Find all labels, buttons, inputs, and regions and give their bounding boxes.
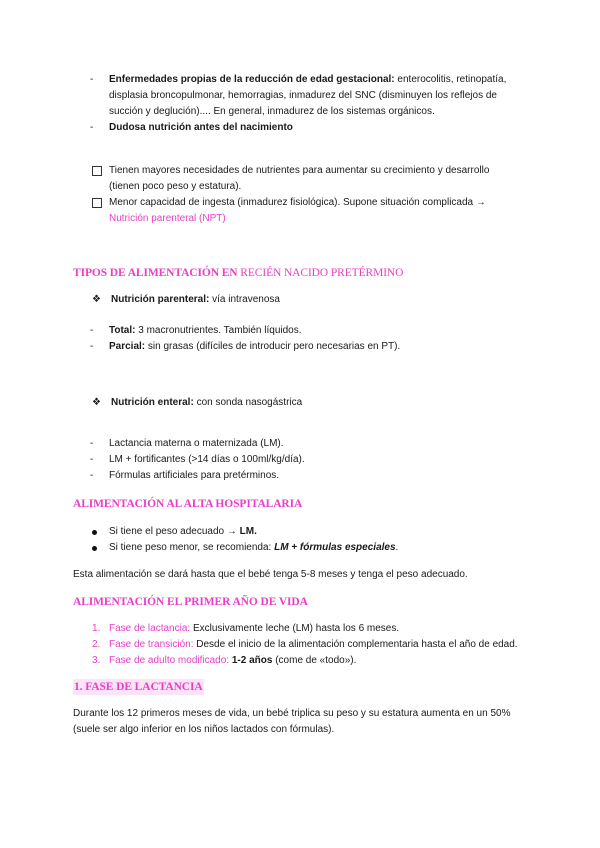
primer-item-1 bbox=[109, 621, 399, 637]
intro-item-2: Dudosa nutrición antes del nacimiento bbox=[109, 122, 293, 133]
primer-item-3-bold: 1-2 años bbox=[229, 655, 273, 666]
parcial-rest: sin grasas (difíciles de introducir pero necesarias en PT). bbox=[145, 341, 401, 352]
parenteral-total bbox=[109, 323, 302, 339]
parenteral-line bbox=[111, 292, 280, 308]
parcial-bold: Parcial: bbox=[109, 341, 146, 352]
alta-bullet-2-pre: Si tiene peso menor, se recomienda: bbox=[109, 542, 275, 553]
enteral-line bbox=[111, 395, 302, 411]
alta-bullet-2-end: . bbox=[395, 542, 399, 553]
check-item-1-line2: (tienen poco peso y estatura). bbox=[109, 181, 242, 192]
primer-item-2 bbox=[109, 637, 518, 653]
diamond-bullet-icon: ❖ bbox=[92, 397, 101, 408]
enteral-bold: Nutrición enteral: bbox=[111, 397, 194, 408]
lactancia-paragraph-line2: (suele ser algo inferior en los niños lactados con fórmulas). bbox=[73, 724, 335, 735]
diamond-bullet-icon: ❖ bbox=[92, 294, 101, 305]
primer-item-2-rest: Desde el inicio de la alimentación complementaria hasta el año de edad. bbox=[193, 639, 518, 650]
primer-item-3-label: Fase de adulto modificado: bbox=[109, 655, 230, 666]
enteral-item: Lactancia materna o maternizada (LM). bbox=[109, 438, 284, 449]
checkbox-icon[interactable] bbox=[92, 166, 102, 176]
section-title-alta: ALIMENTACIÓN AL ALTA HOSPITALARIA bbox=[73, 498, 303, 510]
check-item-2-line1: Menor capacidad de ingesta (inmadurez fisiológica). Supone situación complicada → bbox=[109, 197, 486, 208]
primer-item-2-label: Fase de transición: bbox=[109, 639, 194, 650]
list-dash: - bbox=[90, 74, 94, 85]
bullet-dot-icon bbox=[92, 546, 97, 551]
bullet-dot-icon bbox=[92, 530, 97, 535]
tipos-title-bold: TIPOS DE ALIMENTACIÓN EN bbox=[73, 267, 238, 279]
alta-bullet-1-pre: Si tiene el peso adecuado → bbox=[109, 526, 240, 537]
list-dash: - bbox=[90, 122, 94, 133]
section-title-tipos bbox=[73, 265, 403, 281]
parenteral-rest: vía intravenosa bbox=[209, 294, 280, 305]
list-dash: - bbox=[90, 438, 94, 449]
list-dash: - bbox=[90, 341, 94, 352]
list-dash: - bbox=[90, 470, 94, 481]
enteral-item: LM + fortificantes (>14 días o 100ml/kg/día). bbox=[109, 454, 305, 465]
parenteral-parcial bbox=[109, 339, 400, 355]
section-title-primer-ano: ALIMENTACIÓN EL PRIMER AÑO DE VIDA bbox=[73, 596, 308, 608]
list-number: 3. bbox=[92, 655, 101, 666]
intro-item-1-line2: displasia broncopulmonar, hemorragias, inmadurez del SNC (disminuyen los reflejos de bbox=[109, 90, 497, 101]
parenteral-bold: Nutrición parenteral: bbox=[111, 294, 210, 305]
primer-item-3 bbox=[109, 653, 356, 669]
check-item-2-line2: Nutrición parenteral (NPT) bbox=[109, 213, 226, 224]
intro-item-1-rest: enterocolitis, retinopatía, bbox=[394, 74, 507, 85]
list-number: 2. bbox=[92, 639, 101, 650]
section-title-fase-lactancia: 1. FASE DE LACTANCIA bbox=[74, 681, 203, 693]
list-dash: - bbox=[90, 325, 94, 336]
alta-bullet-2-bi: LM + fórmulas especiales bbox=[274, 542, 396, 553]
total-rest: 3 macronutrientes. También líquidos. bbox=[135, 325, 302, 336]
alta-bullet-2 bbox=[109, 540, 398, 556]
check-item-1-line1: Tienen mayores necesidades de nutrientes para aumentar su crecimiento y desarrollo bbox=[109, 165, 490, 176]
checkbox-icon[interactable] bbox=[92, 198, 102, 208]
primer-item-1-rest: Exclusivamente leche (LM) hasta los 6 meses. bbox=[190, 623, 400, 634]
primer-item-1-label: Fase de lactancia: bbox=[109, 623, 191, 634]
total-bold: Total: bbox=[109, 325, 136, 336]
tipos-title-rest: RECIÉN NACIDO PRETÉRMINO bbox=[237, 267, 404, 279]
intro-item-1-bold: Enfermedades propias de la reducción de edad gestacional: bbox=[109, 74, 395, 85]
intro-item-1-line3: succión y deglución).... En general, inmadurez de los sistemas orgánicos. bbox=[109, 106, 435, 117]
enteral-rest: con sonda nasogástrica bbox=[193, 397, 303, 408]
alta-bullet-1-bold: LM. bbox=[239, 526, 257, 537]
list-dash: - bbox=[90, 454, 94, 465]
list-number: 1. bbox=[92, 623, 101, 634]
alta-bullet-1 bbox=[109, 524, 257, 540]
lactancia-paragraph-line1: Durante los 12 primeros meses de vida, un bebé triplica su peso y su estatura aumenta en un 50% bbox=[73, 708, 511, 719]
alta-paragraph: Esta alimentación se dará hasta que el bebé tenga 5-8 meses y tenga el peso adecuado. bbox=[73, 569, 468, 580]
primer-item-3-rest: (come de «todo»). bbox=[272, 655, 357, 666]
enteral-item: Fórmulas artificiales para pretérminos. bbox=[109, 470, 280, 481]
intro-item-1-line1 bbox=[109, 72, 506, 88]
